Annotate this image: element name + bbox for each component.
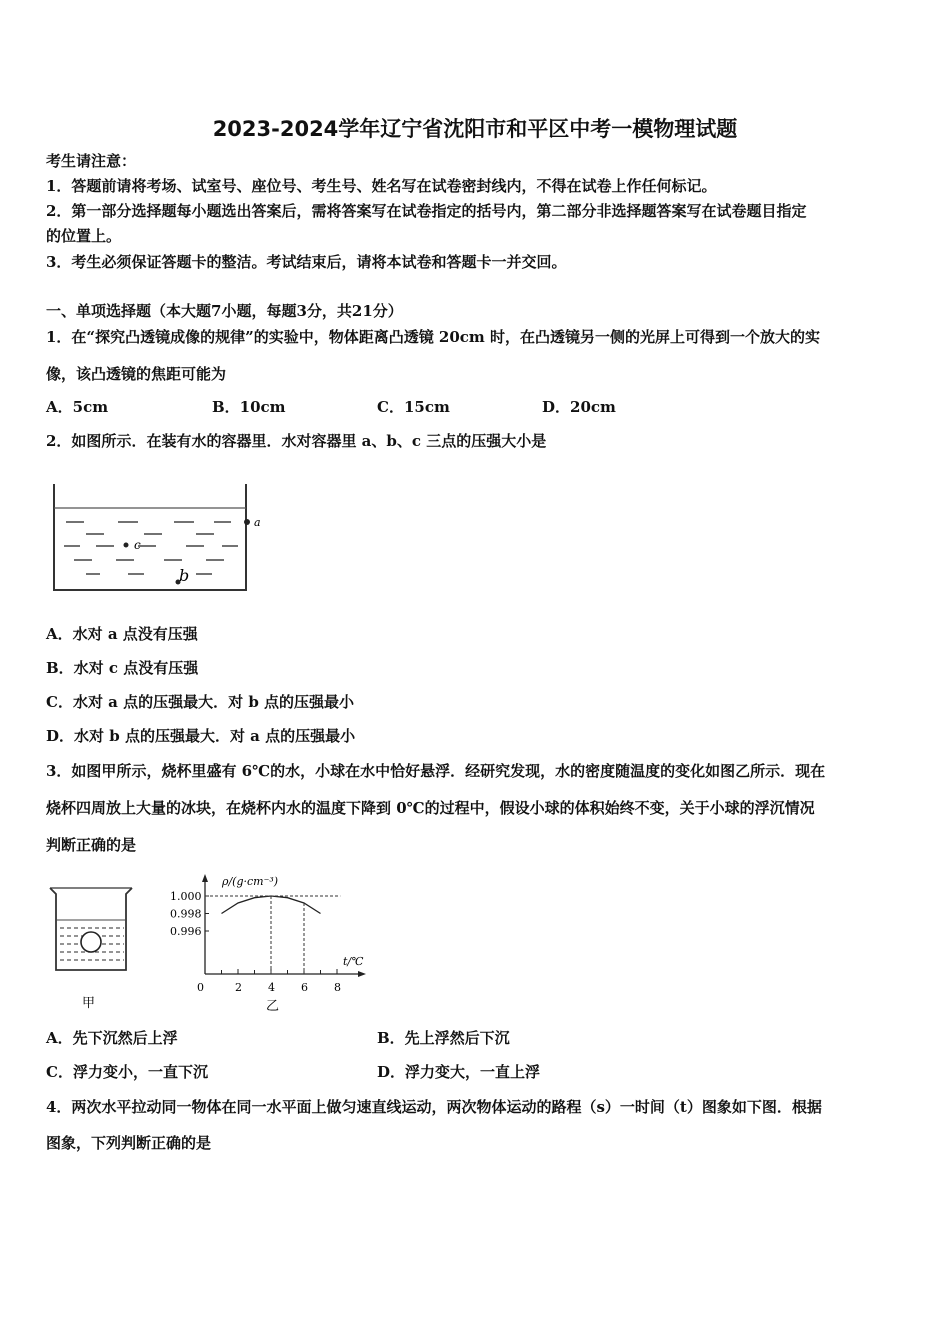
q3-line3: 判断正确的是 <box>46 836 137 854</box>
ball-icon <box>81 932 101 952</box>
q1-option-d: D．20cm <box>542 398 616 416</box>
point-b-label: b <box>179 566 190 585</box>
point-a-label: a <box>254 516 261 529</box>
q3-line1: 3．如图甲所示，烧杯里盛有 6℃的水，小球在水中恰好悬浮．经研究发现，水的密度随温度的变化如图乙所示．现在 <box>46 762 826 780</box>
q3-option-b: B．先上浮然后下沉 <box>377 1029 510 1047</box>
x-tick-label: 6 <box>301 981 308 994</box>
q3-beaker-figure <box>46 880 146 1015</box>
y-axis-arrow <box>202 874 208 882</box>
q4-line1: 4．两次水平拉动同一物体在同一水平面上做匀速直线运动，两次物体运动的路程（s）一时间（t）图象如下图．根据 <box>46 1098 822 1116</box>
point-a-dot <box>244 519 250 525</box>
q4-line2: 图象，下列判断正确的是 <box>46 1134 212 1152</box>
notice-item-3: 3．考生必须保证答题卡的整洁。考试结束后，请将本试卷和答题卡一并交回。 <box>46 253 567 271</box>
notice-heading: 考生请注意： <box>46 152 137 170</box>
notice-item-1: 1．答题前请将考场、试室号、座位号、考生号、姓名写在试卷密封线内，不得在试卷上作任何标记。 <box>46 177 717 195</box>
q2-option-a: A．水对 a 点没有压强 <box>46 625 198 643</box>
x-tick-label: 0 <box>197 981 204 994</box>
q1-option-b: B．10cm <box>212 398 286 416</box>
fig-jia-label: 甲 <box>82 996 96 1011</box>
q3-option-a: A．先下沉然后上浮 <box>46 1029 178 1047</box>
page-title: 2023-2024学年辽宁省沈阳市和平区中考一模物理试题 <box>212 117 738 141</box>
q2-container-figure <box>46 478 276 598</box>
q2-option-c: C．水对 a 点的压强最大．对 b 点的压强最小 <box>46 693 355 711</box>
q1-option-a: A．5cm <box>46 398 109 416</box>
y-tick-label: 1.000 <box>170 890 202 903</box>
x-tick-label: 8 <box>334 981 341 994</box>
q1-line1: 1．在“探究凸透镜成像的规律”的实验中，物体距离凸透镜 20cm 时，在凸透镜另一侧的光屏上可得到一个放大的实 <box>46 328 821 346</box>
notice-item-2-cont: 的位置上。 <box>46 227 122 245</box>
point-c-dot <box>124 543 129 548</box>
point-c-label: c <box>134 538 141 552</box>
q1-option-c: C．15cm <box>377 398 450 416</box>
density-chart <box>160 868 380 1018</box>
x-tick-label: 2 <box>235 981 242 994</box>
q2-line1: 2．如图所示．在装有水的容器里．水对容器里 a、b、c 三点的压强大小是 <box>46 432 547 450</box>
q2-option-d: D．水对 b 点的压强最大．对 a 点的压强最小 <box>46 727 356 745</box>
y-tick-label: 0.996 <box>170 925 202 938</box>
fig-yi-label: 乙 <box>266 999 280 1014</box>
q3-line2: 烧杯四周放上大量的冰块，在烧杯内水的温度下降到 0℃的过程中，假设小球的体积始终不变，关于小球的浮沉情况 <box>46 799 815 817</box>
notice-item-2: 2．第一部分选择题每小题选出答案后，需将答案写在试卷指定的括号内，第二部分非选择题答案写在试卷题目指定 <box>46 202 807 220</box>
q3-option-d: D．浮力变大，一直上浮 <box>377 1063 541 1081</box>
section-heading: 一、单项选择题（本大题7小题，每题3分，共21分） <box>46 302 403 320</box>
x-axis-label: t/℃ <box>343 955 364 968</box>
x-axis-arrow <box>358 971 366 977</box>
q2-option-b: B．水对 c 点没有压强 <box>46 659 199 677</box>
x-tick-label: 4 <box>268 981 275 994</box>
y-axis-label: ρ/(g·cm⁻³) <box>222 875 279 888</box>
q3-option-c: C．浮力变小，一直下沉 <box>46 1063 208 1081</box>
y-tick-label: 0.998 <box>170 907 202 921</box>
q1-line2: 像，该凸透镜的焦距可能为 <box>46 365 227 383</box>
